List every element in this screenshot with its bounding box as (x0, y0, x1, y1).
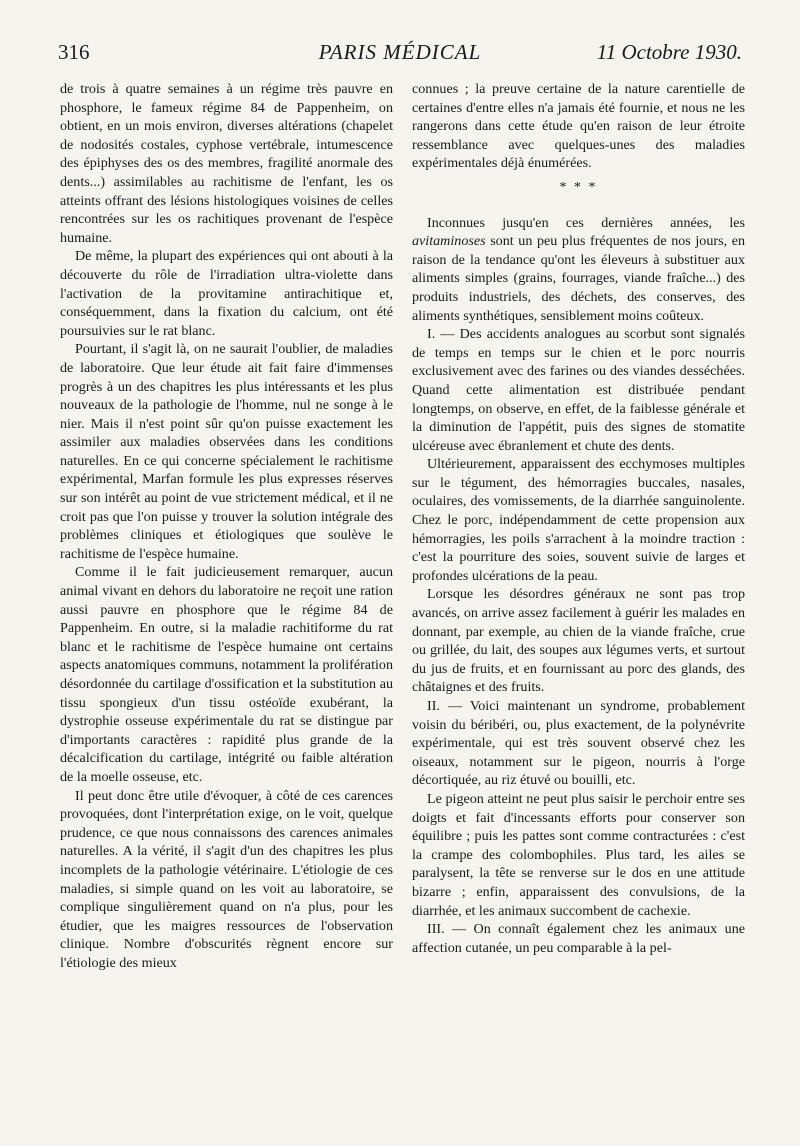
text-run: Inconnues jusqu'en ces dernières années, les (427, 214, 745, 231)
paragraph: III. — On connaît également chez les animaux une affection cutanée, un peu comparable à la pel- (412, 921, 745, 956)
paragraph: Lorsque les désordres généraux ne sont pas trop avancés, on arrive assez facilement à guérir les malades en donnant, par exemple, au chien de la viande fraîche, crue ou grillée, du lait, des soupes aux légumes verts, et surtout du jus de fruits, et en fournissant au porc des glands, des châtaignes et des fruits. (412, 586, 745, 696)
paragraph: De même, la plupart des expériences qui ont abouti à la découverte du rôle de l'irradiation ultra-violette dans l'activation de la provitamine antirachitique et, conséquemment, dans la fixation du calcium, ont été poursuivies sur le rat blanc. (60, 248, 393, 339)
paragraph: I. — Des accidents analogues au scorbut sont signalés de temps en temps sur le chien et le porc nourris exclusivement avec des farines ou des viandes desséchées. Quand cette alimentation est distribuée pendant longtemps, on observe, en effet, de la faiblesse générale et la diminution de l'appétit, puis des signes de stomatite ulcéreuse avec ébranlement et chute des dents. (412, 326, 745, 454)
text-run: sont un peu plus fréquentes de nos jours, en raison de la tendance qu'ont les éleveurs à substituer aux aliments simples (grains, fourrages, viande fraîche...) des produits industriels, des déchets, des conserves, des aliments synthétiques, sensiblement moins coûteux. (412, 233, 745, 324)
issue-date: 11 Octobre 1930. (596, 40, 742, 64)
section-separator: * * * (559, 179, 598, 195)
right-column (412, 80, 745, 957)
paragraph (412, 214, 745, 326)
emphasis-term: avitaminoses (412, 233, 486, 250)
paragraph: Le pigeon atteint ne peut plus saisir le perchoir entre ses doigts et fait d'incessants efforts pour conserver son équilibre ; puis les pattes sont comme contracturées : c'est la crampe des colombophiles. Plus tard, les ailes se paralysent, la tête se renverse sur le dos en une attitude bizarre ; enfin, apparaissent des convulsions, de la diarrhée, et les animaux succombent de cachexie. (412, 790, 745, 919)
page-header (58, 40, 742, 74)
page-number: 316 (58, 40, 90, 64)
paragraph: de trois à quatre semaines à un régime très pauvre en phosphore, le fameux régime 84 de Pappenheim, on obtient, en un mois environ, diverses altérations (chapelet de nodosités costales, cyphose vertébrale, intumescence des épiphyses des os des membres, fragilité anormale des dents...) assimilables au rachitisme de l'enfant, les os atteints offrant des lésions histologiques voisines de celles rencontrées sur les os rachitiques provenant de l'espèce humaine. (60, 81, 393, 246)
paragraph: connues ; la preuve certaine de la nature carentielle de certaines d'entre elles n'a jamais été fournie, et nous ne les rangerons dans cette étude qu'en raison de leur étroite ressemblance avec quelques-unes des maladies expérimentales déjà énumérées. (412, 81, 745, 172)
left-column (60, 80, 393, 973)
paragraph: II. — Voici maintenant un syndrome, probablement voisin du béribéri, ou, plus exactement, de la polynévrite expérimentale, qui est très souvent observé chez les oiseaux, notamment sur le pigeon, nourris à l'orge décortiquée, au riz étuvé ou bouilli, etc. (412, 698, 745, 789)
journal-title: PARIS MÉDICAL (318, 40, 482, 64)
paragraph: Ultérieurement, apparaissent des ecchymoses multiples sur le tégument, des hémorragies buccales, nasales, oculaires, des vomissements, de la diarrhée sanguinolente. Chez le porc, indépendamment de cette propension aux hémorragies, les poils s'arrachent à la moindre traction : c'est la pourriture des soies, souvent suivie de larges et profondes ulcérations de la peau. (412, 456, 745, 584)
paragraph: Il peut donc être utile d'évoquer, à côté de ces carences provoquées, dont l'interprétation exige, on le voit, quelque prudence, ce que nous connaissons des carences animales naturelles. A la vérité, il s'agit d'un des chapitres les plus incomplets de la pathologie vétérinaire. L'étiologie de ces maladies, si simple quand on les voit au laboratoire, se complique singulièrement quand on n'a plus, pour les étudier, que les maigres ressources de l'observation clinique. Nombre d'obscurités règnent encore sur l'étiologie des mieux (60, 787, 393, 971)
paragraph: Comme il le fait judicieusement remarquer, aucun animal vivant en dehors du laboratoire ne reçoit une ration aussi pauvre en phosphore que le régime 84 de Pappenheim. En outre, si la maladie rachitiforme du rat blanc et le rachitisme de l'espèce humaine ont certains aspects anatomiques communs, notamment la prolifération désordonnée du cartilage d'ossification et la substitution au tissu spongieux d'un tissu ostéoïde exubérant, la dystrophie osseuse expérimentale du rat se distingue par d'importants caractères : rapidité plus grande de la décalcification du cartilage, intégrité ou faible altération de la moelle osseuse, etc. (60, 564, 393, 785)
paragraph: Pourtant, il s'agit là, on ne saurait l'oublier, de maladies de laboratoire. Que leur étude ait fait faire d'immenses progrès à un des chapitres les plus intéressants et les plus nouveaux de la pathologie de l'homme, nul ne songe à le nier. Mais il n'est point sûr qu'on puisse exactement les assimiler aux maladies observées dans les conditions naturelles. En ce qui concerne spécialement le rachitisme expérimental, Marfan formule les plus expresses réserves sur son intérêt au point de vue strictement médical, et il ne croit pas que l'on puisse y trouver la solution intégrale des problèmes cliniques et étiologiques que soulève le rachitisme de l'espèce humaine. (60, 341, 393, 562)
